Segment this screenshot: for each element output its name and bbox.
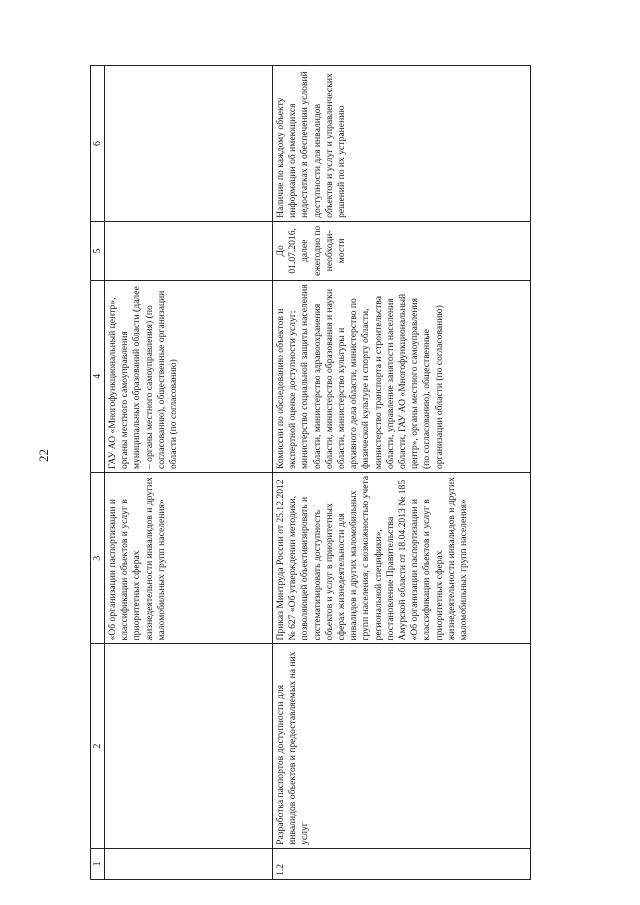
column-header-1: 1 [91, 848, 105, 879]
cell-deadline [105, 221, 273, 280]
cell-basis: Приказ Минтруда России от 25.12.2012 № 627 «Об утверждении методики, позволяющей объективизировать и систематизировать доступность объектов и услуг в приоритетных сферах жизнедеятельности для инвалидов и других маломобильных групп населения, с возможностью учета региональной специфики», постановление Правительства Амурской области от 18.04.2013 № 185 «Об организации паспортизации и классификации объектов и услуг в приоритетных сферах жизнедеятельности инвалидов и других маломобильных групп населения» [273, 473, 531, 644]
cell-task [105, 644, 273, 848]
column-header-3: 3 [91, 473, 105, 644]
cell-num [105, 848, 273, 879]
page-number: 22 [36, 449, 51, 462]
measures-table [90, 65, 531, 880]
cell-basis: «Об организации паспортизации и классификации объектов и услуг в приоритетных сферах жизнедеятельности инвалидов и других маломобильных групп населения» [105, 473, 273, 644]
table-row [273, 66, 531, 880]
column-header-2: 2 [91, 644, 105, 848]
table-row [105, 66, 273, 880]
column-header-6: 6 [91, 66, 105, 222]
column-header-5: 5 [91, 221, 105, 280]
column-header-4: 4 [91, 280, 105, 472]
cell-deadline: До 01.07.2016, далее ежегодно по необходи-мости [273, 221, 531, 280]
cell-executors: Комиссии по обследованию объектов и экспертной оценке доступности услуг; министерство социальной защиты населения области, министерство здравоохранения области, министерство образования и науки области, министерство культуры и архивного дела области, министерство по физической культуре и спорту области, министерство транспорта и строительства области, управление занятости населения области, ГАУ АО «Многофункциональный центр», органы местного самоуправления (по согласованию), общественные организации области (по согласованию) [273, 280, 531, 472]
cell-executors: ГАУ АО «Многофункциональный центр», органы местного самоуправления муниципальных образований области (далее – органы местного самоуправления) (по согласованию), общественные организации области (по согласованию) [105, 280, 273, 472]
cell-result [105, 66, 273, 222]
rotated-table-container [90, 65, 531, 880]
cell-result: Наличие по каждому объекту информации об имеющихся недостатках в обеспечении условий доступности для инвалидов объектов и услуг и управленческих решений по их устранению [273, 66, 531, 222]
cell-task: Разработка паспортов доступности для инвалидов объектов и предоставляемых на них услуг [273, 644, 531, 848]
header-row [91, 66, 105, 880]
cell-num: 1.2 [273, 848, 531, 879]
